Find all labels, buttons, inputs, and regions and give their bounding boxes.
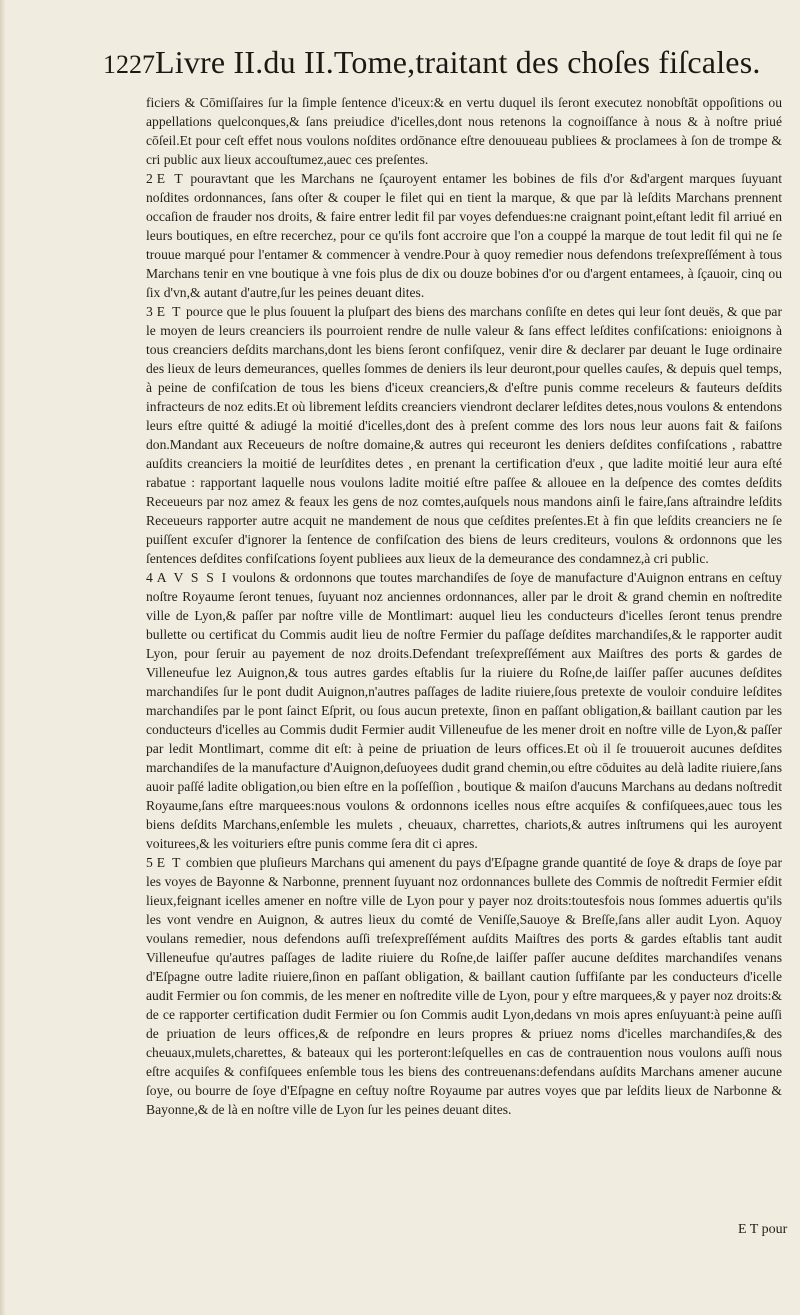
- article-lead-word: E T: [156, 855, 183, 870]
- paragraph-text: combien que pluſieurs Marchans qui amenent du pays d'Eſpagne grande quantité de ſoye & draps de ſoye par les voyes de Bayonne & Narbonne, prennent ſuyuant noz ordonnances bullete des Commis de noſtredit Fermier eſdit lieux,feignant icelles amener en noſtre ville de Lyon pour y payer noz droits:toutesfois nous ſommes aduertis qu'ils les vont vendre en Auignon, & autres lieux du comté de Veniſſe,Sauoye & Breſſe,ſans aller audit Lyon. Aquoy voulans remedier, nous defendons auſſi treſexpreſſément auſdits Maiſtres des ports & gardes eſtablis tant audit Villeneufue qu'autres paſſages de ladite riuiere du Roſne,de laiſſer paſſer aucune deſdites marchandiſes venans d'Eſpagne outre ladite riuiere,ſinon en paſſant obligation, & baillant caution ſuffiſante par les conducteurs d'icelle audit Fermier ou ſon commis, de les mener en noſtredite ville de Lyon, pour y eſtre marquees,& y payer noz droits:& de ce rapporter certification dudit Fermier ou ſon Commis audit Lyon,dedans vn mois apres enſuyuant:à peine auſſi de priuation de leurs offices,& de reſpondre en leurs propres & priuez noms d'icelles marchandiſes,& des cheuaux,mulets,charettes, & bateaux qui les porteront:leſquelles en cas de contrauention nous voulons auſſi nous eſtre acquiſes & confiſquees enſemble tous les biens des contreuenans:defendans auſdits Marchans amener aucune ſoye, ou bourre de ſoye d'Eſpagne en ceſtuy noſtre Royaume par autres voyes que par leſdits lieux de Narbonne & Bayonne,& de là en noſtre ville de Lyon ſur les peines deuant dites.: [146, 855, 782, 1117]
- paragraph-continuation: [146, 93, 782, 169]
- article-number: 5: [146, 855, 153, 870]
- paragraph-text: pource que le plus ſouuent la pluſpart des biens des marchans conſiſte en detes qui leur ſont deuës, & que par le moyen de leurs creanciers ils pourroient rendre de nulle valeur & ſans effect leſdites confiſcations: enioignons à tous creanciers deſdits marchans,dont les biens ſeront confiſquez, venir dire & declarer par deuant le Iuge ordinaire des lieux de leurs demeurances, quelles ſommes de deniers ils leur deuront,pour quelles cauſes, & depuis quel temps, à peine de confiſcation de tous les biens d'iceux creanciers,& d'eſtre punis comme receleurs & fauteurs deſdits infracteurs de noz edits.Et où librement leſdits creanciers viendront declarer leſdites detes,nous voulons & entendons leurs eſtre quitté & adiugé la moitié d'icelles,dont des à preſent comme des lors nous leur auons fait & faiſons don.Mandant aux Receueurs de noſtre domaine,& autres qui receuront les deniers deſdites confiſcations , rabattre auſdits creanciers la moitié de leurſdites detes , en prenant la certification d'eux , que ladite moitié leur aura eſté rabatue : rapportant laquelle nous voulons ladite moitié eſtre paſſee & allouee en la deſpence des comtes deſdits Receueurs par noz amez & feaux les gens de noz comtes,auſquels nous mandons ainſi le faire,ſans aſtraindre leſdits Receueurs rapporter autre acquit ne mandement de nous que ceſdites preſentes.Et à fin que leſdits creanciers ne ſe puiſſent excuſer d'ignorer la ſentence de confiſcation des biens de leurs crediteurs, voulons & ordonnons que les ſentences deſdites confiſcations ſoyent publiees aux lieux de la demeurance des condamnez,à cri public.: [146, 304, 782, 566]
- article-lead-word: A V S S I: [156, 570, 228, 585]
- page-number: 1227: [103, 50, 155, 79]
- article-number: 4: [146, 570, 153, 585]
- paragraph-article-4: [146, 568, 782, 853]
- body-text: [146, 93, 782, 1119]
- paragraph-text: ficiers & Cōmiſſaires ſur la ſimple ſentence d'iceux:& en vertu duquel ils ſeront executez nonobſtāt oppoſitions ou appellations quelconques,& ſans preiudice d'icelles,dont nous retenons la cognoiſſance à nous & à noſtre priué cōſeil.Et pour ceſt effet nous voulons noſdites ordōnance eſtre denouueau publiees & proclamees à ſon de trompe & cri public aux lieux accouſtumez,auec ces preſentes.: [146, 95, 782, 167]
- paragraph-article-5: [146, 853, 782, 1119]
- catchword: E T pour: [738, 1222, 788, 1237]
- article-lead-word: E T: [156, 171, 185, 186]
- paragraph-text: voulons & ordonnons que toutes marchandiſes de ſoye de manufacture d'Auignon entrans en ceſtuy noſtre Royaume ſeront tenues, ſuyuant noz anciennes ordonnances, aller par le droit & grand chemin en noſtredite ville de Lyon,& paſſer par noſtre ville de Montlimart: auquel lieu les conducteurs d'icelles ſeront tenus prendre bullette ou certificat du Commis audit lieu de noſtre Fermier du paſſage deſdites marchandiſes,& le rapporter audit Lyon, pour ſeruir au payement de noz droits.Defendant treſexpreſſément aux Maiſtres des ports & gardes de Villeneufue lez Auignon,& tous autres gardes eſtablis ſur la riuiere du Roſne,de laiſſer paſſer aucunes deſdites marchandiſes ſur le pont dudit Auignon,n'autres paſſages de ladite riuiere,ſous pretexte de vouloir conduire leſdites marchandiſes par le pont ſainct Eſprit, ou ſous aucun pretexte, ſinon en paſſant obligation,& baillant caution par les conducteurs d'icelles au Commis dudit Fermier audit Villeneufue de les mener droit en noſtre ville de Lyon,& paſſer par ledit Montlimart, comme dit eſt: à peine de priuation de leurs offices.Et où il ſe trouueroit aucunes deſdites marchandiſes de la manufacture d'Auignon,deſuoyees dudit grand chemin,ou eſtre cōduites au delà ladite riuiere,ſans auoir paſſé ladite obligation,ou bien eſtre en la poſſeſſion , boutique & maiſon d'aucuns Marchans au dedans noſtredit Royaume,ſans eſtre marquees:nous voulons & ordonnons icelles nous eſtre acquiſes & confiſquees,auec tous les biens deſdits Marchans,enſemble les mulets , cheuaux, charrettes, chariots,& autres inſtrumens qui les auroyent voiturees,& les voituriers eſtre punis comme ſera dit ci apres.: [146, 570, 782, 851]
- paragraph-article-2: [146, 169, 782, 302]
- running-title: Livre II.du II.Tome,traitant des choſes fiſcales.: [155, 44, 761, 80]
- article-number: 2: [146, 171, 153, 186]
- paragraph-text: pouravtant que les Marchans ne ſçauroyent entamer les bobines de fils d'or &d'argent marques ſuyuant noſdites ordonnances, ſans oſter & couper le filet qui en tient la marque, & que par là leſdits Marchans prennent occaſion de frauder nos droits, & faire entrer ledit fil par voyes defendues:ne craignant point,eſtant ledit fil arriué en leurs boutiques, en eſtre recerchez, pour ce qu'ils font accroire que l'on a couppé la marque de tout ledit fil qui ne ſe trouue marqué pour l'entamer & commencer à vendre.Pour à quoy remedier nous defendons treſexpreſſément à tous Marchans tenir en vne boutique à vne fois plus de dix ou douze bobines d'or ou d'argent entamees, à ſçauoir, cinq ou ſix d'vn,& autant d'autre,ſur les peines deuant dites.: [146, 171, 782, 300]
- article-lead-word: E T: [156, 304, 183, 319]
- page-header: [103, 44, 761, 88]
- paragraph-article-3: [146, 302, 782, 568]
- page-gutter-shadow: [0, 0, 6, 1315]
- article-number: 3: [146, 304, 153, 319]
